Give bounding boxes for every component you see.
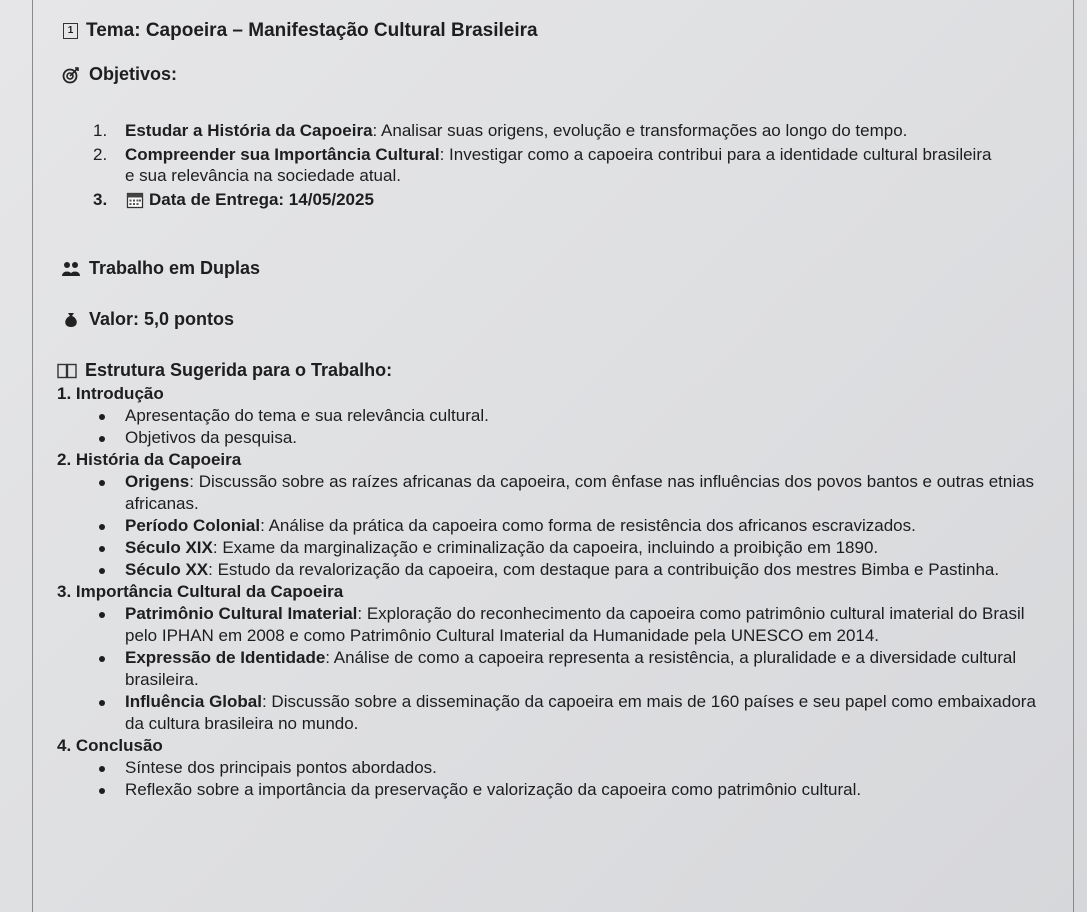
part-bullets <box>57 603 1057 735</box>
bullet-text: : Discussão sobre a disseminação da capoeira em mais de 160 países e seu papel como embaixadora da cultura brasileira no mundo. <box>125 692 1036 733</box>
bullet-item <box>99 691 1057 735</box>
bullet-text: Apresentação do tema e sua relevância cultural. <box>125 406 489 425</box>
objective-number: 3. <box>93 190 108 209</box>
bullet-item <box>99 603 1057 647</box>
structure-outline <box>57 383 1057 801</box>
bullet-text: : Análise de como a capoeira representa a resistência, a pluralidade e a diversidade cultural brasileira. <box>125 648 1017 689</box>
bullet-bold: Patrimônio Cultural Imaterial <box>125 604 358 623</box>
objectives-list <box>93 120 993 213</box>
bullet-text: : Análise da prática da capoeira como forma de resistência dos africanos escravizados. <box>260 516 916 535</box>
bullet-text: : Exploração do reconhecimento da capoeira como patrimônio cultural imaterial do Brasil pelo IPHAN em 2008 e como Patrimônio Cultural Imaterial da Humanidade pela UNESCO em 2014. <box>125 604 1025 645</box>
delivery-date: Data de Entrega: 14/05/2025 <box>149 190 374 209</box>
bullet-bold: Século XX <box>125 560 209 579</box>
part-title: 4. Conclusão <box>57 736 163 755</box>
bullet-text: Objetivos da pesquisa. <box>125 428 297 447</box>
target-icon <box>61 65 81 85</box>
bullet-text: : Exame da marginalização e criminalização da capoeira, incluindo a proibição em 1890. <box>212 538 879 557</box>
bullet-text: : Discussão sobre as raízes africanas da capoeira, com ênfase nas influências dos povos bantos e outras etnias africanas. <box>125 472 1035 513</box>
structure-heading-text: Estrutura Sugerida para o Trabalho: <box>85 360 393 380</box>
objective-bold: Estudar a História da Capoeira <box>125 121 373 140</box>
bullet-item <box>99 515 1057 537</box>
objective-item <box>93 144 993 186</box>
objective-number: 1. <box>93 121 108 140</box>
money-bag-icon <box>61 310 81 330</box>
bullet-item <box>99 779 1057 801</box>
work-mode-text: Trabalho em Duplas <box>89 258 261 278</box>
bullet-item <box>99 757 1057 779</box>
bullet-text: : Estudo da revalorização da capoeira, com destaque para a contribuição dos mestres Bimba e Pastinha. <box>208 560 1000 579</box>
bullet-item <box>99 427 1057 449</box>
objective-text <box>149 189 374 210</box>
part-bullets <box>57 757 1057 801</box>
document-page <box>32 0 1074 912</box>
bullet-item <box>99 537 1057 559</box>
objective-rest: : Investigar como a capoeira contribui para a identidade cultural brasileira e sua relevância na sociedade atual. <box>125 145 992 185</box>
keycap-one-icon: 1 <box>63 23 78 39</box>
grade-value-text: Valor: 5,0 pontos <box>89 309 235 329</box>
work-mode <box>61 258 260 279</box>
bullet-bold: Período Colonial <box>125 516 261 535</box>
bullet-bold: Origens <box>125 472 190 491</box>
objectives-heading <box>61 64 177 85</box>
part-title: 1. Introdução <box>57 384 164 403</box>
part-title: 3. Importância Cultural da Capoeira <box>57 582 344 601</box>
part-bullets <box>57 405 1057 449</box>
grade-value <box>61 309 234 330</box>
bullet-item <box>99 559 1057 581</box>
bullet-text: Síntese dos principais pontos abordados. <box>125 758 437 777</box>
objective-item <box>93 189 993 210</box>
objectives-heading-text: Objetivos: <box>89 64 178 84</box>
bullet-text: Reflexão sobre a importância da preservação e valorização da capoeira como patrimônio cultural. <box>125 780 862 799</box>
part-bullets <box>57 471 1057 581</box>
bullet-item <box>99 405 1057 427</box>
objective-rest: : Analisar suas origens, evolução e transformações ao longo do tempo. <box>372 121 908 140</box>
structure-heading <box>57 360 392 381</box>
bullet-bold: Século XIX <box>125 538 213 557</box>
objective-bold: Compreender sua Importância Cultural <box>125 145 440 164</box>
objective-text <box>125 144 993 186</box>
calendar-icon <box>125 190 145 210</box>
objective-number: 2. <box>93 145 108 164</box>
people-icon <box>61 259 81 279</box>
objective-item <box>93 120 993 141</box>
document-title <box>63 20 538 42</box>
bullet-bold: Influência Global <box>125 692 262 711</box>
bullet-bold: Expressão de Identidade <box>125 648 326 667</box>
part-title: 2. História da Capoeira <box>57 450 242 469</box>
bullet-item <box>99 471 1057 515</box>
title-text: Tema: Capoeira – Manifestação Cultural Brasileira <box>86 20 538 41</box>
objective-text <box>125 120 907 141</box>
book-icon <box>57 361 77 381</box>
bullet-item <box>99 647 1057 691</box>
